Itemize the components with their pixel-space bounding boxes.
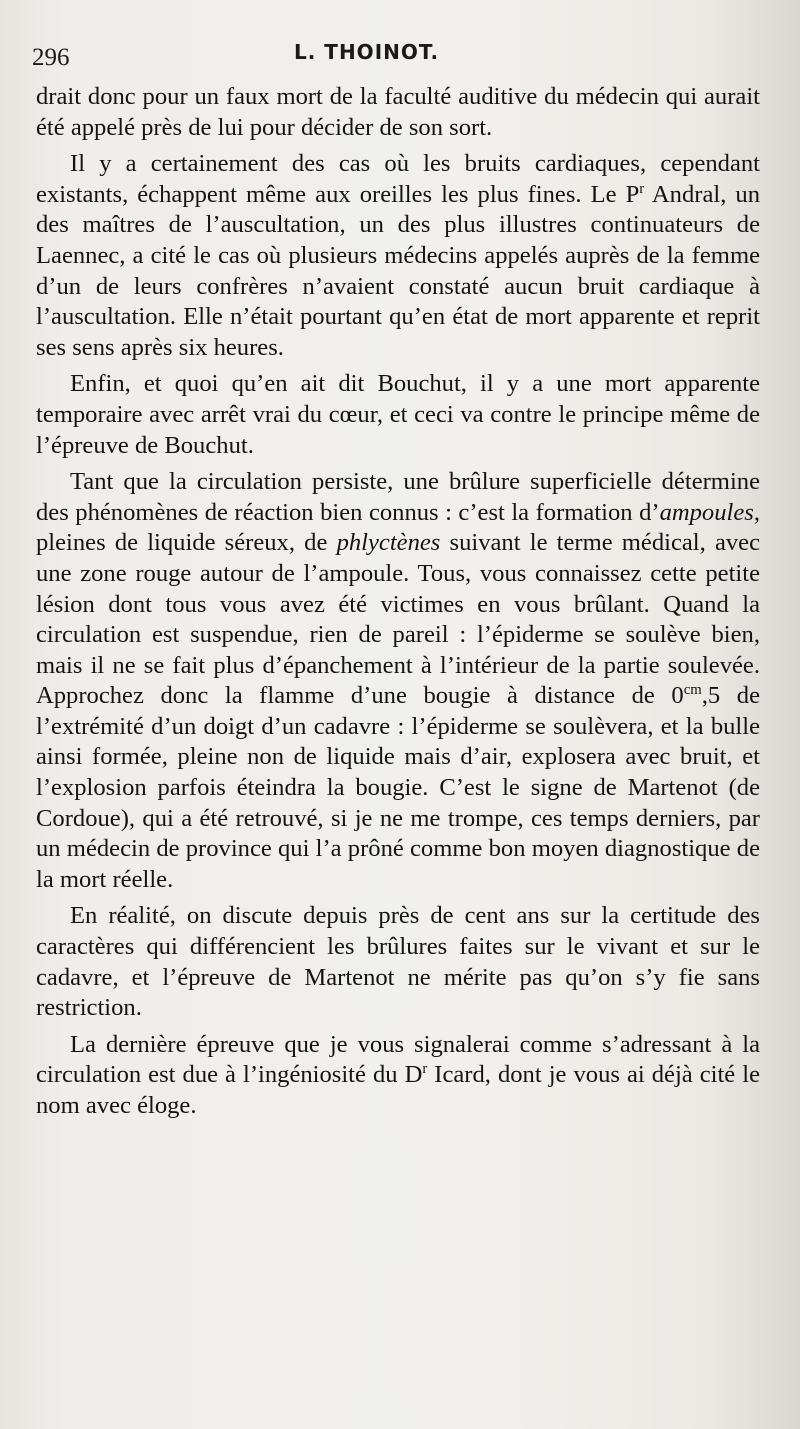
- text-run: Il y a certainement des cas où les bruits cardiaques, cependant existants, échappent même aux oreilles les plus fines. Le P: [36, 150, 760, 208]
- text-run: Icard, dont je vous ai déjà cité le nom avec éloge.: [36, 1061, 760, 1119]
- page-number: 296: [32, 44, 70, 71]
- text-run: La dernière épreuve que je vous signalerai comme s’adressant à la circulation est due à l’ingéniosité du D: [36, 1030, 760, 1089]
- text-run: , pleines de liquide séreux, de: [36, 498, 760, 557]
- text-run: Enfin, et quoi qu’en ait dit Bouchut, il y a une mort apparente temporaire avec arrêt vrai du cœur, et ceci va contre le principe même de l’épreuve de Bouchut.: [36, 370, 760, 459]
- running-head: L. THOINOT.: [294, 40, 440, 64]
- text-run: En réalité, on discute depuis près de cent ans sur la certitude des caractères qui différencient les brûlures faites sur le vivant et sur le cadavre, et l’épreuve de Martenot ne mérite pas qu’on s’y fie sans restriction.: [36, 902, 760, 1022]
- paragraph: [36, 901, 760, 1023]
- text-run: suivant le terme médical, avec une zone rouge autour de l’ampoule. Tous, vous connaissez cette petite lésion dont tous vous avez été victimes en vous brûlant. Quand la circulation est suspendue, rien de pareil : l’épiderme se soulève bien, mais il ne se fait plus d’épanchement à l’intérieur de la partie soulevée. Approchez donc la flamme d’une bougie à distance de 0: [36, 529, 760, 710]
- paragraph: [36, 467, 760, 895]
- paragraph: [36, 82, 760, 143]
- superscript: r: [639, 180, 645, 197]
- italic-term: phlyctènes: [336, 529, 441, 557]
- page-header: [32, 38, 772, 78]
- paragraph: [36, 1030, 760, 1122]
- text-run: Tant que la circulation persiste, une brûlure superficielle détermine des phénomènes de réaction bien connus : c’est la formation d’: [36, 468, 760, 526]
- body-text: [36, 82, 760, 1128]
- text-run: drait donc pour un faux mort de la faculté auditive du médecin qui aurait été appelé près de lui pour décider de son sort.: [36, 83, 760, 141]
- paragraph: [36, 369, 760, 461]
- superscript: r: [422, 1061, 428, 1078]
- text-run: Andral, un des maîtres de l’auscultation, un des plus illustres continuateurs de Laennec, a cité le cas où plusieurs médecins appelés auprès de la femme d’un de leurs confrères n’avaient constaté aucun bruit cardiaque à l’auscultation. Elle n’était pourtant qu’en état de mort apparente et reprit ses sens après six heures.: [36, 180, 760, 361]
- text-run: ,5 de l’extrémité d’un doigt d’un cadavre : l’épiderme se soulèvera, et la bulle ainsi formée, pleine non de liquide mais d’air, explosera avec bruit, et l’explosion parfois éteindra la bougie. C’est le signe de Martenot (de Cordoue), qui a été retrouvé, si je ne me trompe, ces temps derniers, par un médecin de province qui l’a prôné comme bon moyen diagnostique de la mort réelle.: [36, 682, 761, 893]
- superscript: cm: [683, 682, 702, 699]
- paragraph: [36, 149, 760, 363]
- italic-term: ampoules: [659, 498, 754, 526]
